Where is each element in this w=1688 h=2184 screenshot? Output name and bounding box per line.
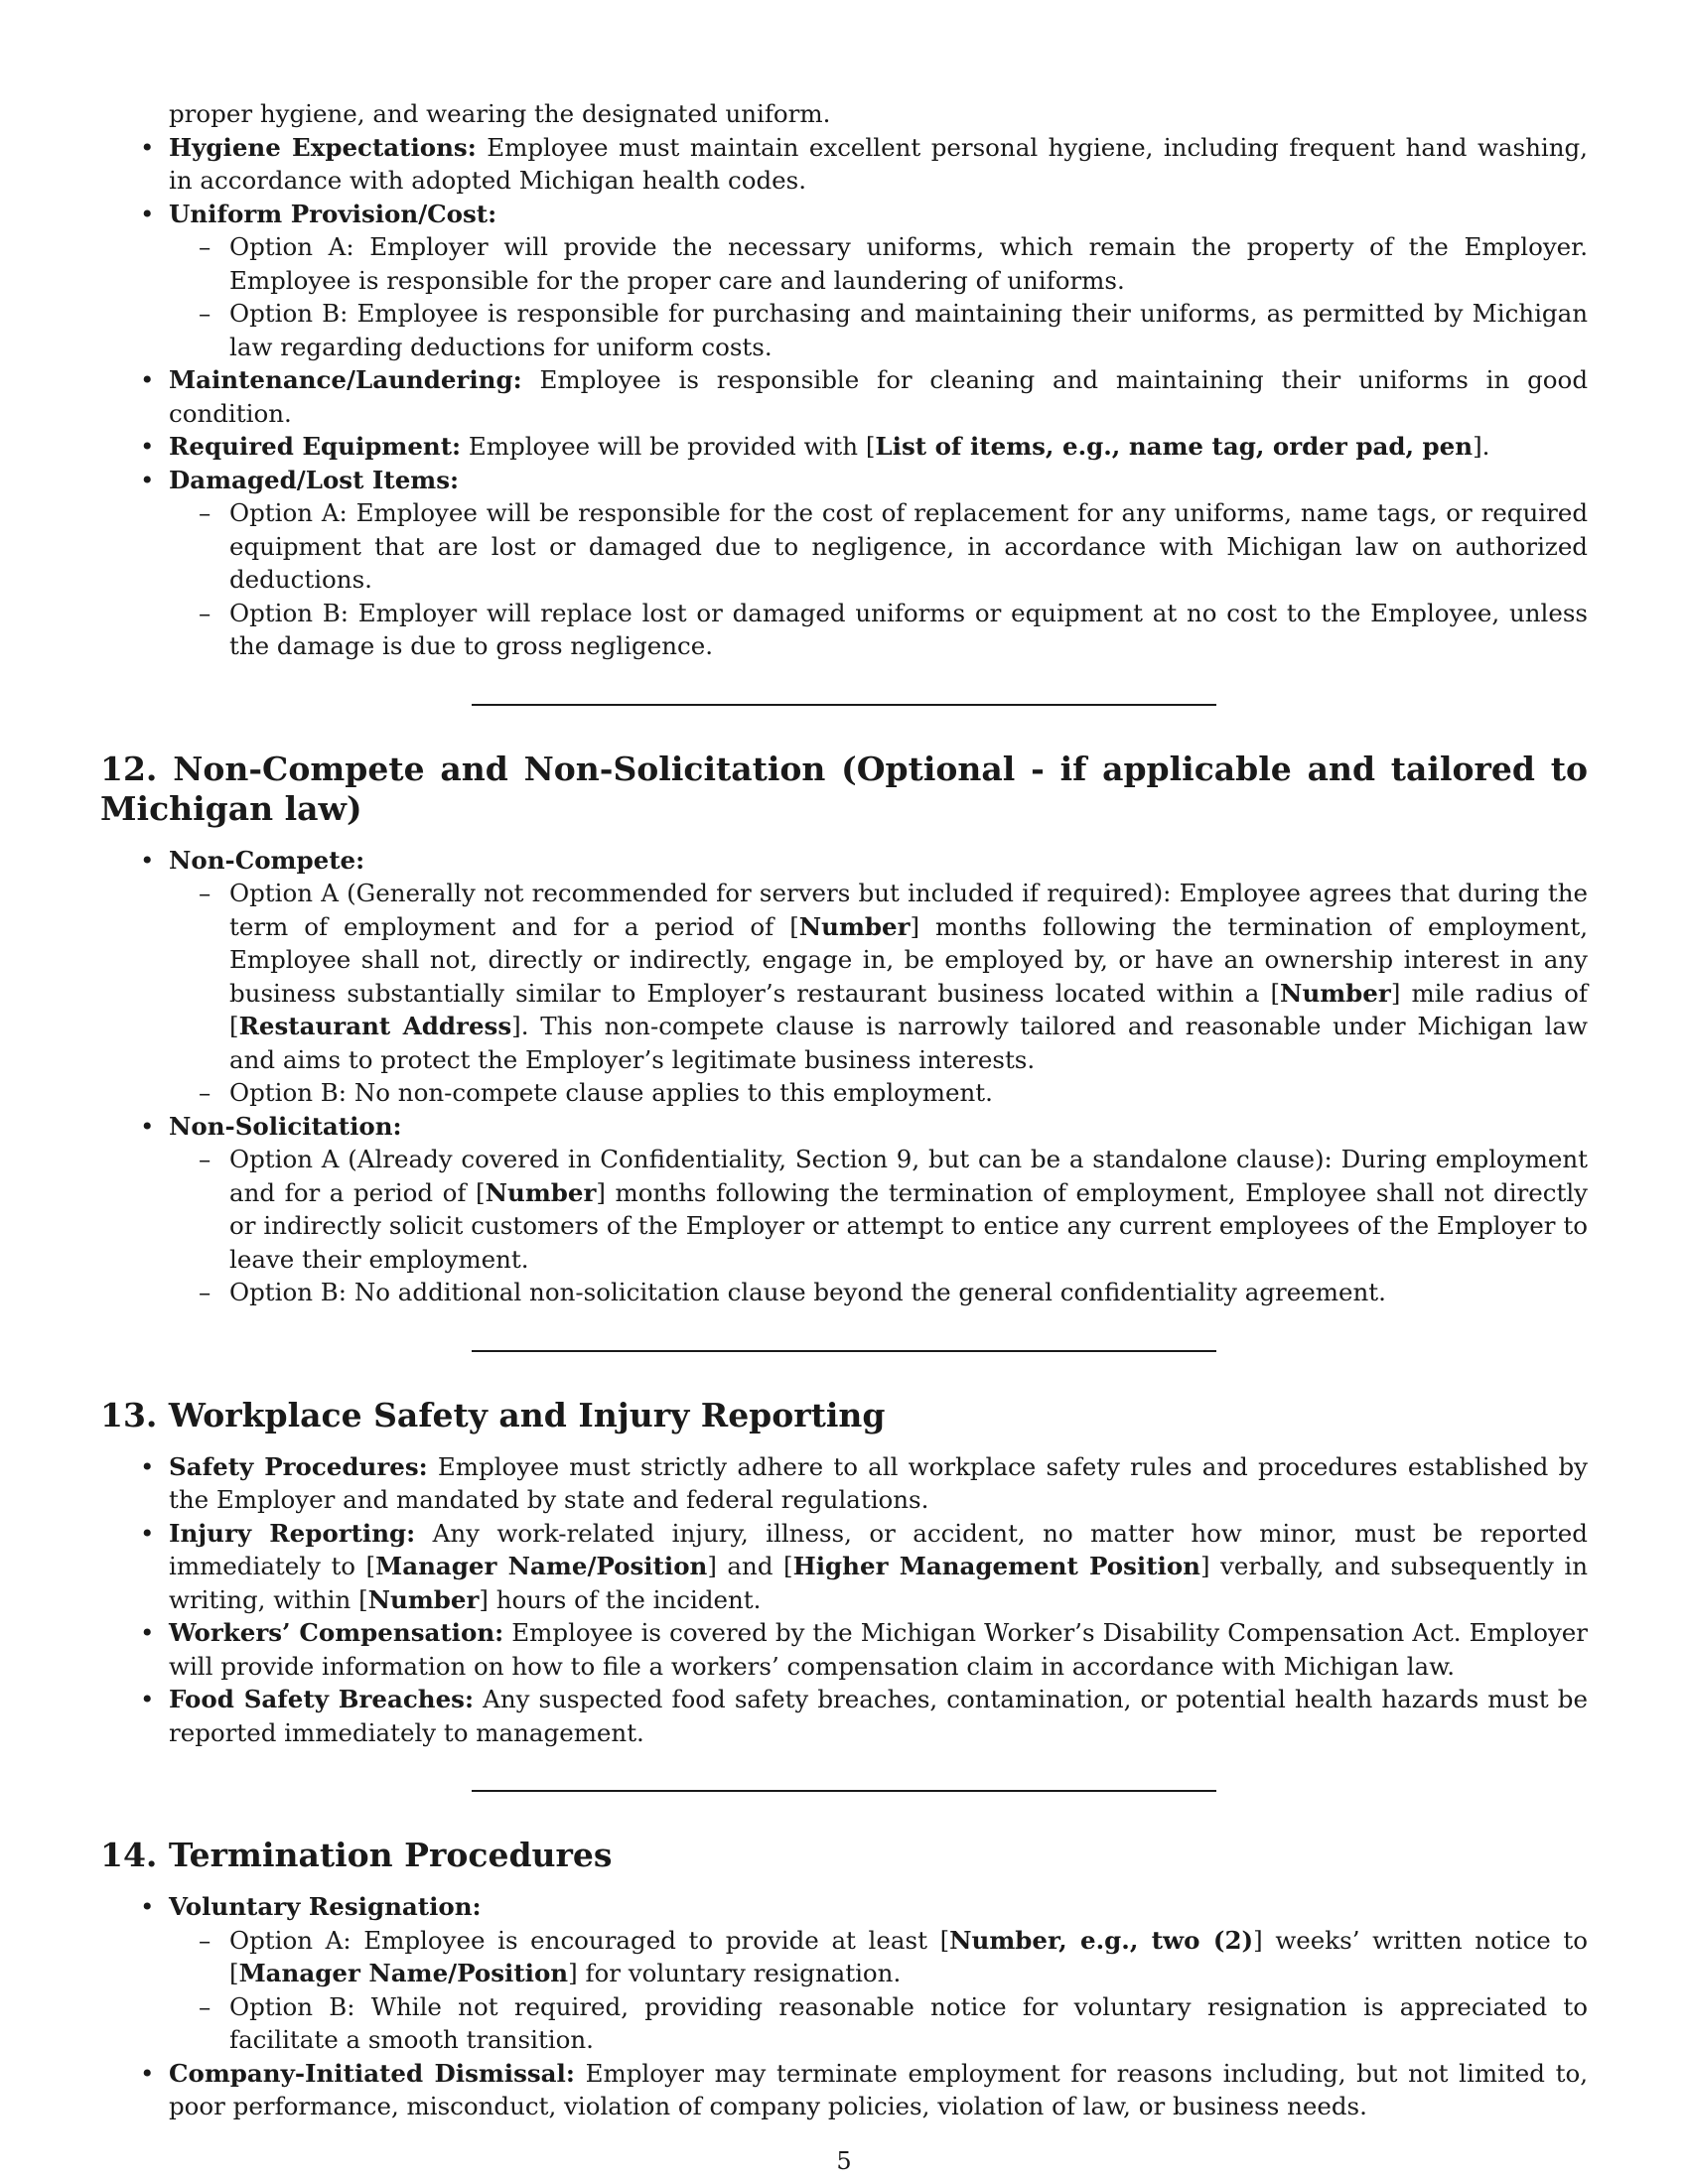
list-item-damaged [100, 464, 1588, 663]
voluntary-options [169, 1924, 1588, 2057]
placeholder-field: Manager Name/Position [375, 1552, 708, 1580]
section-12-list [100, 844, 1588, 1309]
list-item-workers-comp [100, 1616, 1588, 1683]
item-text: Employee is responsible for cleaning and maintaining their uniforms in good condition. [169, 365, 1588, 428]
option-text: Option A: Employee is encouraged to provide at least [ [229, 1925, 950, 1955]
noncompete-option-b: – Option B: No non-compete clause applies to this employment. [169, 1076, 1588, 1110]
damaged-option-a: – Option A: Employee will be responsible for the cost of replacement for any uniforms, name tags, or required equipment that are lost or damaged due to negligence, in accordance with Michigan law on authorized deductions. [169, 496, 1588, 597]
option-text: ] for voluntary resignation. [568, 1959, 902, 1987]
noncompete-options [169, 877, 1588, 1110]
document-page [100, 97, 1588, 2123]
section-11-list [100, 131, 1588, 663]
placeholder-field: Restaurant Address [238, 1012, 512, 1040]
option-text: ] weeks’ written notice to [ [229, 1925, 1588, 1987]
item-label: Maintenance/Laundering: [169, 365, 522, 394]
section-divider [472, 704, 1216, 706]
placeholder-field: Number [485, 1177, 597, 1207]
item-label: Workers’ Compensation: [169, 1618, 504, 1647]
item-text: ] hours of the incident. [479, 1584, 762, 1614]
nonsolicit-option-b: – Option B: No additional non-solicitation clause beyond the general confidentiality agreement. [169, 1276, 1588, 1309]
nonsolicit-option-a [169, 1143, 1588, 1276]
item-label: Required Equipment: [169, 432, 462, 461]
list-item-equipment [100, 430, 1588, 464]
option-text: ] months following the termination of employment, Employee shall not, directly or indirectly, engage in, be employed by, or have an ownership interest in any business substantially similar to Employer’s restaurant business located within a [ [229, 911, 1588, 1008]
option-text: ] months following the termination of employment, Employee shall not directly or indirectly solicit customers of the Employer or attempt to entice any current employees of the Employer to leave their employment. [229, 1177, 1588, 1274]
list-item-safety [100, 1450, 1588, 1517]
list-item-food-safety [100, 1683, 1588, 1749]
item-text: Employee must maintain excellent personal hygiene, including frequent hand washing, in accordance with adopted Michigan health codes. [169, 132, 1588, 195]
uniform-option-b: – Option B: Employee is responsible for purchasing and maintaining their uniforms, as permitted by Michigan law regarding deductions for uniform costs. [169, 297, 1588, 363]
page-number: 5 [836, 2147, 852, 2175]
intro-continuation: proper hygiene, and wearing the designated uniform. [169, 99, 831, 128]
nonsolicit-options [169, 1143, 1588, 1309]
item-label: Injury Reporting: [169, 1518, 416, 1548]
section-12-heading: 12. Non-Compete and Non-Solicitation (Optional - if applicable and tailored to Michigan law) [100, 749, 1588, 828]
list-item-maintenance [100, 363, 1588, 430]
placeholder-field: Number, e.g., two (2) [949, 1925, 1254, 1955]
item-label: Uniform Provision/Cost: [169, 199, 497, 228]
damaged-options [169, 496, 1588, 663]
item-text: ] verbally, and subsequently in writing, within [ [169, 1552, 1588, 1614]
section-divider [472, 1790, 1216, 1792]
placeholder-field: Number [1280, 978, 1391, 1008]
list-item-hygiene [100, 131, 1588, 198]
section-divider [472, 1350, 1216, 1352]
option-text: ]. This non-compete clause is narrowly tailored and reasonable under Michigan law and aims to protect the Employer’s legitimate business interests. [229, 1012, 1588, 1074]
item-label: Hygiene Expectations: [169, 132, 477, 162]
voluntary-option-a [169, 1924, 1588, 1990]
voluntary-option-b: – Option B: While not required, providing reasonable notice for voluntary resignation is appreciated to facilitate a smooth transition. [169, 1990, 1588, 2057]
item-text: Any suspected food safety breaches, contamination, or potential health hazards must be reported immediately to management. [169, 1685, 1588, 1747]
uniform-option-a: – Option A: Employer will provide the necessary uniforms, which remain the property of the Employer. Employee is responsible for the proper care and laundering of uniforms. [169, 230, 1588, 297]
item-label: Company-Initiated Dismissal: [169, 2058, 575, 2088]
item-text: Employee will be provided with [ [461, 432, 876, 461]
list-item-uniform [100, 198, 1588, 364]
option-text: Option A (Already covered in Confidentiality, Section 9, but can be a standalone clause): During employment and for a period of [ [229, 1145, 1588, 1207]
uniform-options [169, 230, 1588, 363]
item-text: Any work-related injury, illness, or accident, no matter how minor, must be reported immediately to [ [169, 1518, 1588, 1580]
item-label: Damaged/Lost Items: [169, 465, 460, 494]
placeholder-field: Number [367, 1584, 480, 1614]
placeholder-field: Number [798, 911, 911, 941]
placeholder-field: Higher Management Position [792, 1552, 1200, 1580]
item-text: Employee must strictly adhere to all workplace safety rules and procedures established by the Employer and mandated by state and federal regulations. [169, 1451, 1588, 1514]
noncompete-option-a [169, 877, 1588, 1076]
list-item-nonsolicit [100, 1110, 1588, 1309]
damaged-option-b: – Option B: Employer will replace lost or damaged uniforms or equipment at no cost to the Employee, unless the damage is due to gross negligence. [169, 597, 1588, 663]
placeholder-field: Manager Name/Position [238, 1959, 569, 1987]
list-item-injury [100, 1517, 1588, 1617]
section-13-list [100, 1450, 1588, 1750]
item-label: Food Safety Breaches: [169, 1685, 475, 1713]
option-text: Option A (Generally not recommended for servers but included if required): Employee agrees that during the term of employment and for a period of [ [229, 879, 1588, 941]
section-14-heading: 14. Termination Procedures [100, 1836, 613, 1874]
section-14-list [100, 1890, 1588, 2123]
item-label: Non-Solicitation: [169, 1111, 402, 1141]
list-item-noncompete [100, 844, 1588, 1110]
item-text: Employee is covered by the Michigan Worker’s Disability Compensation Act. Employer will provide information on how to file a workers’ compensation claim in accordance with Michigan law. [169, 1618, 1589, 1681]
item-text: ]. [1473, 432, 1490, 461]
item-label: Voluntary Resignation: [169, 1892, 482, 1921]
item-text: ] and [ [707, 1552, 793, 1580]
section-13-heading: 13. Workplace Safety and Injury Reporting [100, 1395, 886, 1434]
list-item-dismissal [100, 2057, 1588, 2123]
item-label: Non-Compete: [169, 845, 365, 875]
list-item-voluntary [100, 1890, 1588, 2057]
placeholder-field: List of items, e.g., name tag, order pad, pen [875, 432, 1474, 461]
item-label: Safety Procedures: [169, 1451, 428, 1481]
item-text: Employer may terminate employment for reasons including, but not limited to, poor performance, misconduct, violation of company policies, violation of law, or business needs. [169, 2058, 1588, 2120]
option-text: ] mile radius of [ [229, 978, 1588, 1040]
